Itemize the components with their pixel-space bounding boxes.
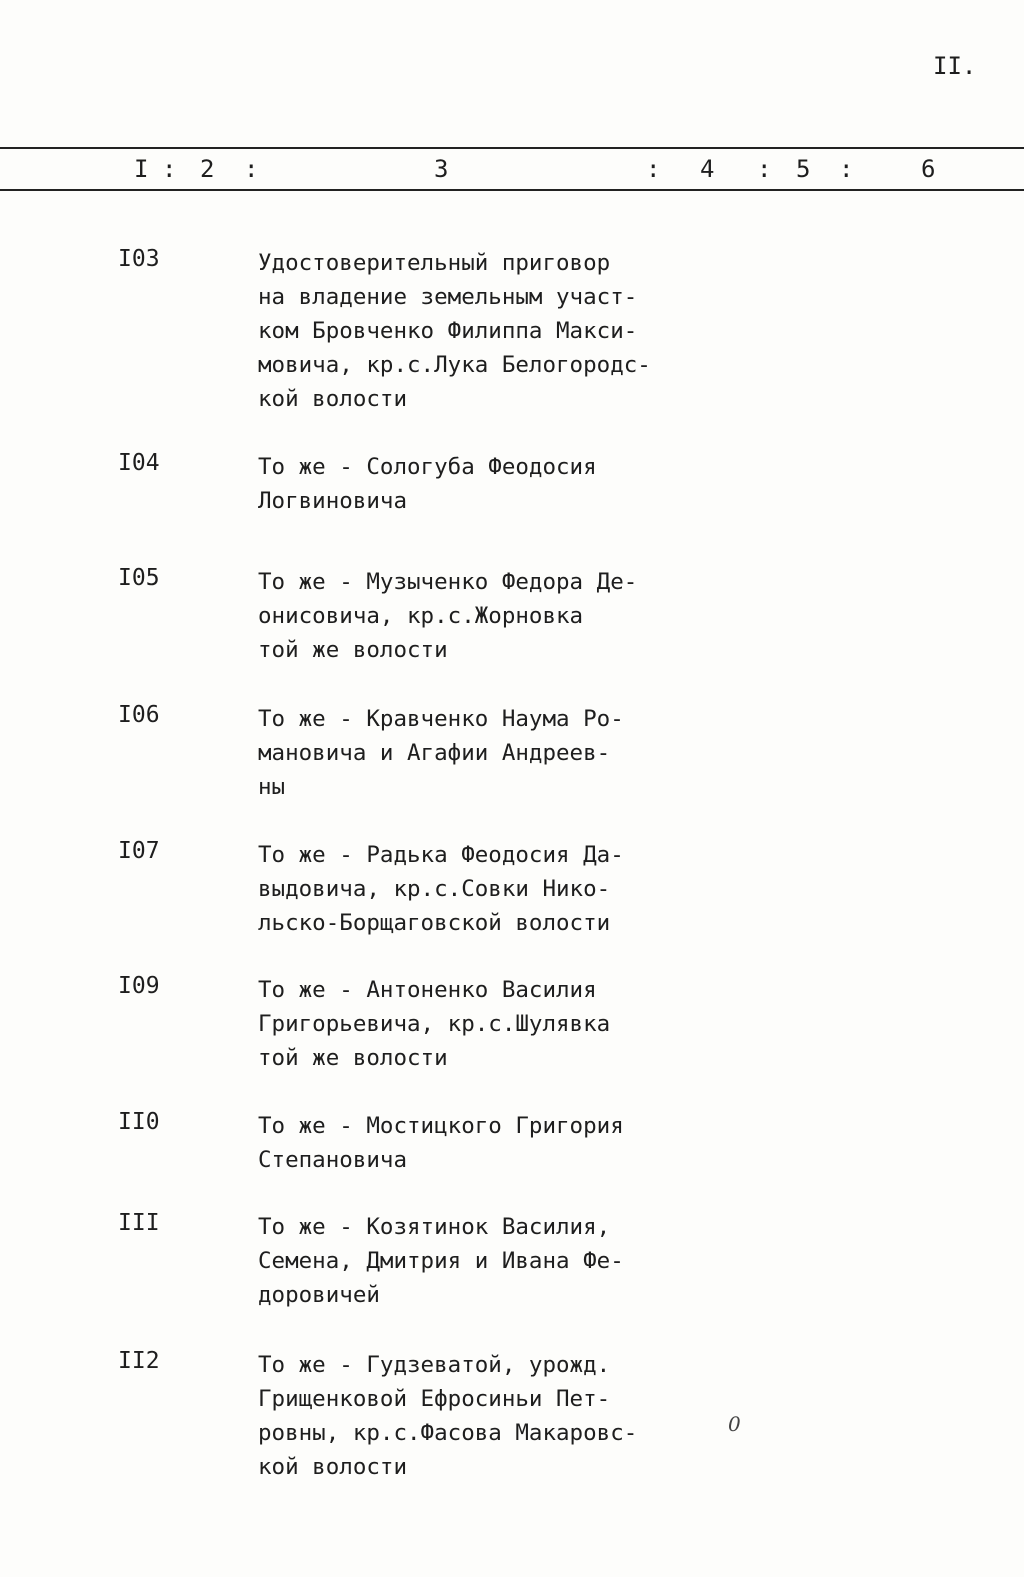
entry-line: онисовича, кр.с.Жорновка xyxy=(258,603,584,629)
entry-description xyxy=(258,565,637,667)
entry-line: То же - Музыченко Федора Де- xyxy=(258,569,638,595)
column-header-3: 3 xyxy=(434,155,449,183)
entry-line: Степановича xyxy=(258,1147,408,1173)
entry-description xyxy=(258,246,651,416)
column-header-2: 2 xyxy=(200,155,215,183)
entry-number: I03 xyxy=(118,246,160,272)
column-separator: : xyxy=(244,155,259,183)
entry-number: I09 xyxy=(118,973,160,999)
entry-number: I07 xyxy=(118,838,160,864)
entry-description xyxy=(258,702,624,804)
entry-line: кой волости xyxy=(258,386,408,412)
column-separator: : xyxy=(757,155,772,183)
header-bottom-rule xyxy=(0,189,1024,191)
entry-description xyxy=(258,973,610,1075)
entry-line: То же - Гудзеватой, урожд. xyxy=(258,1352,611,1378)
column-separator: : xyxy=(646,155,661,183)
entry-line: Грищенковой Ефросиньи Пет- xyxy=(258,1386,611,1412)
header-top-rule xyxy=(0,147,1024,149)
entry-line: Семена, Дмитрия и Ивана Фе- xyxy=(258,1248,624,1274)
entry-line: То же - Кравченко Наума Ро- xyxy=(258,706,624,732)
entry-number: I05 xyxy=(118,565,160,591)
page-number: II. xyxy=(933,52,977,80)
entry-line: То же - Козятинок Василия, xyxy=(258,1214,611,1240)
entry-line: той же волости xyxy=(258,637,448,663)
entry-number: II0 xyxy=(118,1109,160,1135)
column-separator: : xyxy=(839,155,854,183)
entry-line: То же - Мостицкого Григория xyxy=(258,1113,624,1139)
entry-line: доровичей xyxy=(258,1282,380,1308)
column-header-1: I xyxy=(134,155,149,183)
entry-line: льско-Борщаговской волости xyxy=(258,910,611,936)
entry-number: III xyxy=(118,1210,160,1236)
entry-line: ны xyxy=(258,774,286,800)
entry-line: выдовича, кр.с.Совки Нико- xyxy=(258,876,611,902)
entry-line: ровны, кр.с.Фасова Макаровс- xyxy=(258,1420,638,1446)
column-header-4: 4 xyxy=(700,155,715,183)
entry-line: мовича, кр.с.Лука Белогородс- xyxy=(258,352,651,378)
entry-number: I04 xyxy=(118,450,160,476)
entry-description xyxy=(258,450,597,518)
entry-line: на владение земельным участ- xyxy=(258,284,638,310)
entry-description xyxy=(258,1210,624,1312)
column-header-5: 5 xyxy=(796,155,811,183)
entry-line: ком Бровченко Филиппа Макси- xyxy=(258,318,638,344)
column-header-6: 6 xyxy=(921,155,936,183)
entry-line: той же волости xyxy=(258,1045,448,1071)
entry-number: II2 xyxy=(118,1348,160,1374)
entry-line: То же - Антоненко Василия xyxy=(258,977,597,1003)
entry-line: кой волости xyxy=(258,1454,408,1480)
entry-description xyxy=(258,1109,624,1177)
entry-line: Григорьевича, кр.с.Шулявка xyxy=(258,1011,611,1037)
entry-line: мановича и Агафии Андреев- xyxy=(258,740,611,766)
entry-line: Удостоверительный приговор xyxy=(258,250,611,276)
entry-line: Логвиновича xyxy=(258,488,408,514)
entry-line: То же - Радька Феодосия Да- xyxy=(258,842,624,868)
entry-description xyxy=(258,838,624,940)
entry-number: I06 xyxy=(118,702,160,728)
margin-mark: 0 xyxy=(728,1412,741,1436)
column-separator: : xyxy=(162,155,177,183)
entry-line: То же - Сологуба Феодосия xyxy=(258,454,597,480)
entry-description xyxy=(258,1348,637,1484)
